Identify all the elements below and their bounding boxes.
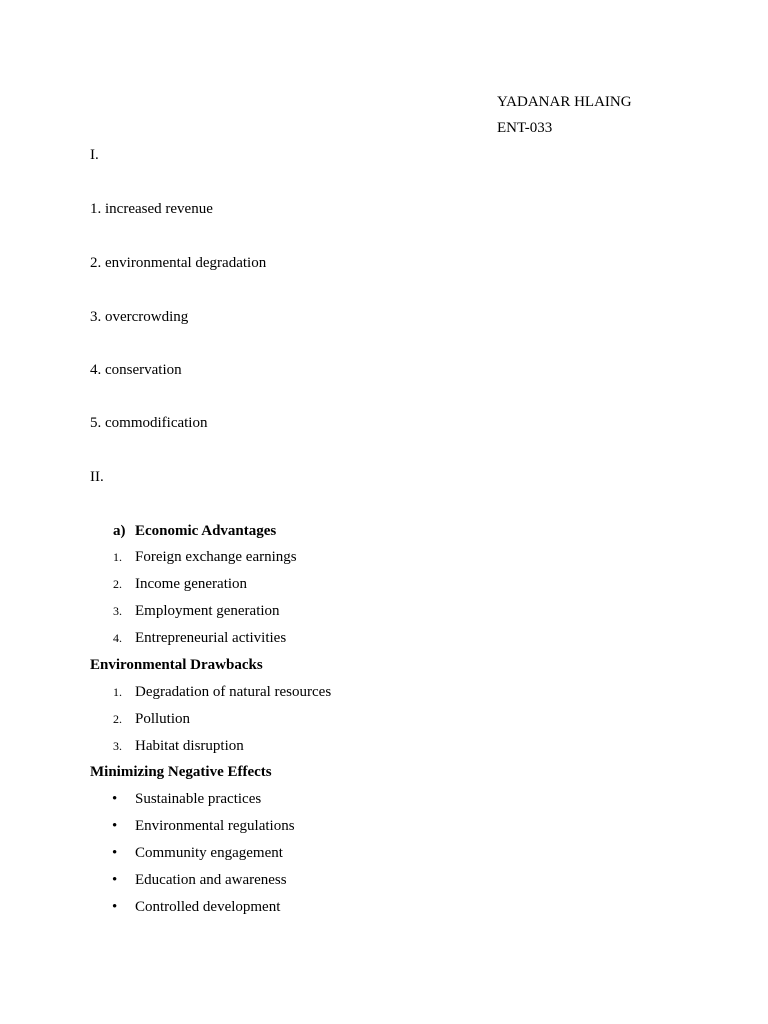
bullet-icon: • xyxy=(112,845,118,861)
environmental-heading: Environmental Drawbacks xyxy=(90,657,263,673)
list-item: Community engagement xyxy=(135,845,283,861)
list-item: 2. environmental degradation xyxy=(90,255,267,271)
list-item: Habitat disruption xyxy=(135,738,244,754)
section-one-label: I. xyxy=(90,147,99,163)
list-number: 2. xyxy=(113,712,122,726)
subsection-marker: a) xyxy=(113,523,126,539)
economic-heading: Economic Advantages xyxy=(135,523,277,539)
list-item: Employment generation xyxy=(135,603,280,619)
list-item: 4. conservation xyxy=(90,362,182,378)
list-number: 3. xyxy=(113,604,122,618)
list-number: 2. xyxy=(113,577,122,591)
author-name: YADANAR HLAING xyxy=(497,94,632,110)
list-item: 1. increased revenue xyxy=(90,201,213,217)
bullet-icon: • xyxy=(112,818,118,834)
list-number: 1. xyxy=(113,685,122,699)
list-number: 3. xyxy=(113,739,122,753)
list-item: Sustainable practices xyxy=(135,791,262,807)
list-item: Controlled development xyxy=(135,899,281,915)
list-item: Entrepreneurial activities xyxy=(135,630,287,646)
list-number: 1. xyxy=(113,550,122,564)
list-item: Environmental regulations xyxy=(135,818,295,834)
bullet-icon: • xyxy=(112,899,118,915)
list-item: Foreign exchange earnings xyxy=(135,549,297,565)
section-two-label: II. xyxy=(90,469,104,485)
bullet-icon: • xyxy=(112,791,118,807)
assignment-code: ENT-033 xyxy=(497,120,553,136)
list-item: 5. commodification xyxy=(90,415,208,431)
list-item: Pollution xyxy=(135,711,191,727)
bullet-icon: • xyxy=(112,872,118,888)
minimizing-heading: Minimizing Negative Effects xyxy=(90,764,272,780)
list-item: Education and awareness xyxy=(135,872,287,888)
list-item: Income generation xyxy=(135,576,248,592)
list-item: Degradation of natural resources xyxy=(135,684,332,700)
list-item: 3. overcrowding xyxy=(90,309,189,325)
list-number: 4. xyxy=(113,631,122,645)
